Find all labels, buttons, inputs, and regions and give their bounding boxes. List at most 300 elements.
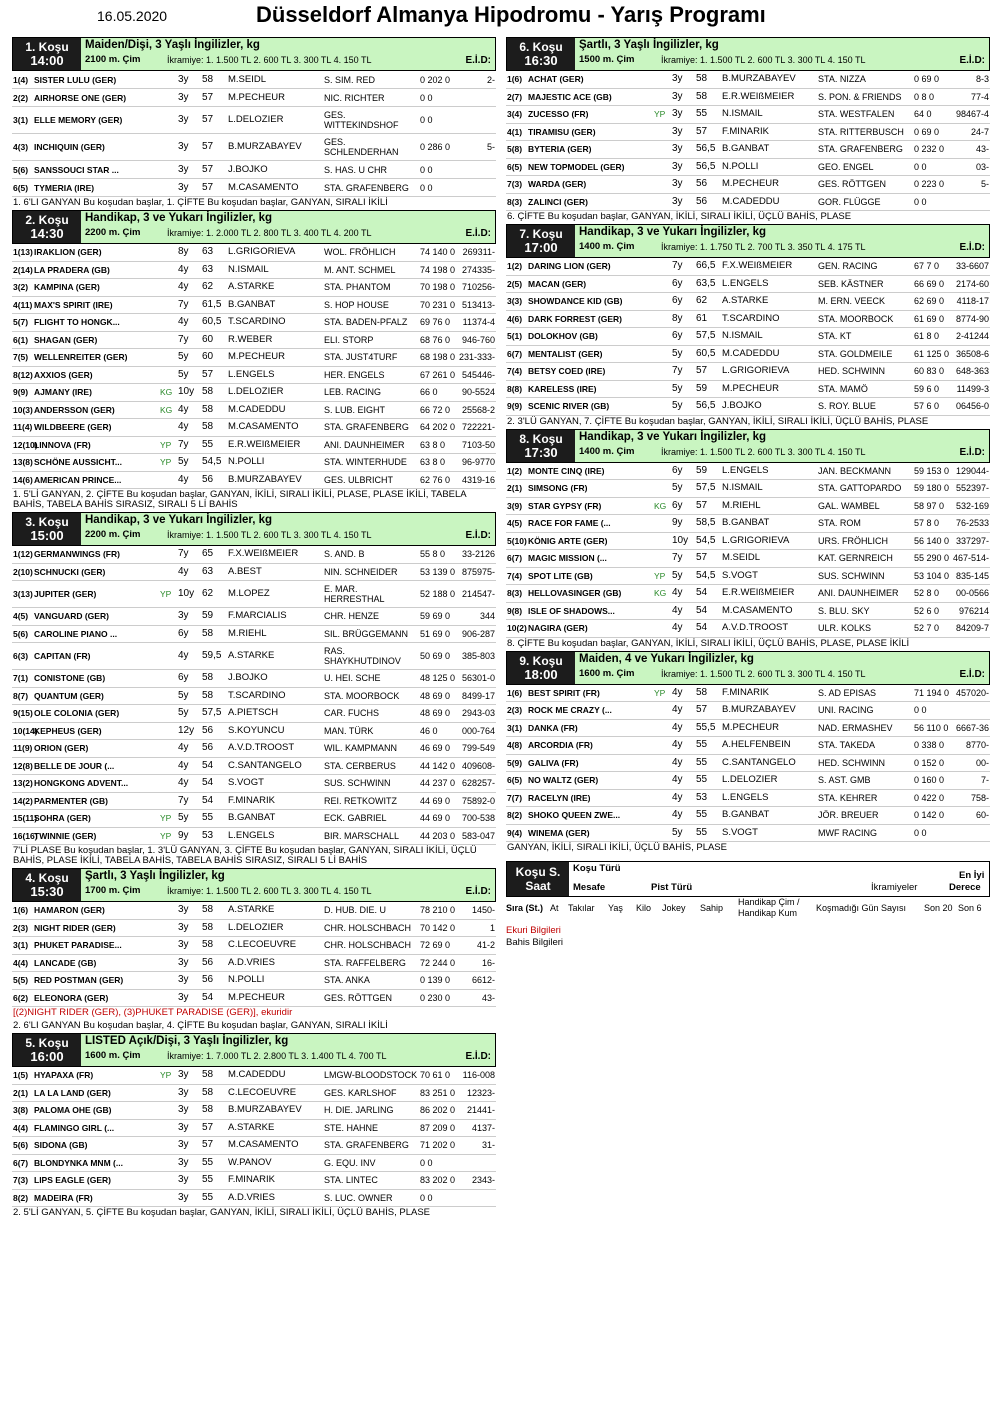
horse-name: MENTALIST (GER) bbox=[528, 348, 603, 359]
horse-weight: 56 bbox=[202, 956, 214, 968]
last-form: 41-2 bbox=[476, 940, 495, 951]
legend-son6: Son 6 bbox=[958, 903, 982, 913]
horse-age: 3y bbox=[178, 1121, 189, 1133]
horse-weight: 60 bbox=[202, 351, 214, 363]
horse-weight: 58 bbox=[696, 73, 708, 85]
horse-age: 4y bbox=[672, 739, 683, 751]
handicap-points: 63 8 0 bbox=[420, 439, 446, 450]
horse-name: MADEIRA (FR) bbox=[34, 1192, 93, 1203]
owner-name: GES. KARLSHOF bbox=[324, 1087, 397, 1098]
horse-age: 5y bbox=[672, 569, 683, 581]
horse-number: 11(9) bbox=[13, 743, 33, 754]
handicap-points: 70 61 0 bbox=[420, 1070, 451, 1081]
horse-name: BEST SPIRIT (FR) bbox=[528, 687, 600, 698]
last-form: 00-0566 bbox=[955, 588, 989, 599]
horse-weight: 57 bbox=[696, 125, 708, 137]
horse-weight: 56 bbox=[696, 178, 708, 190]
horse-number: 7(3) bbox=[13, 1175, 29, 1186]
horse-weight: 58 bbox=[202, 1104, 214, 1116]
horse-number: 6(1) bbox=[13, 334, 29, 345]
horse-name: AJMANY (IRE) bbox=[34, 387, 92, 398]
table-row bbox=[506, 533, 990, 551]
jockey-name: N.ISMAIL bbox=[722, 108, 763, 120]
handicap-points: 70 142 0 bbox=[420, 922, 456, 933]
last-form: 758- bbox=[970, 792, 989, 803]
owner-name: STA. JUST4TURF bbox=[324, 352, 398, 363]
horse-weight: 56 bbox=[202, 974, 214, 986]
table-row bbox=[506, 276, 990, 294]
horse-number: 4(3) bbox=[13, 142, 29, 152]
handicap-points: 48 69 0 bbox=[420, 690, 451, 701]
table-row bbox=[12, 244, 496, 262]
horse-age: 4y bbox=[672, 774, 683, 786]
handicap-points: 70 198 0 bbox=[420, 282, 456, 293]
last-form: 77-4 bbox=[970, 91, 989, 102]
horse-name: DARK FORREST (GER) bbox=[528, 313, 622, 324]
race-info bbox=[575, 225, 989, 257]
horse-number: 4(4) bbox=[13, 957, 29, 968]
horse-weight: 54 bbox=[202, 759, 214, 771]
last-form: 8774-90 bbox=[955, 313, 989, 324]
horse-age: 6y bbox=[178, 672, 189, 684]
owner-name: NIN. SCHNEIDER bbox=[324, 566, 398, 577]
bet-note: 2. 6'LI GANYAN Bu koşudan başlar, 4. ÇİFTE Bu koşudan başlar, GANYAN, SIRALI İKİLİ bbox=[13, 1020, 388, 1031]
horse-name: SANSSOUCI STAR ... bbox=[34, 164, 119, 175]
horse-equipment: YP bbox=[160, 457, 172, 468]
handicap-points: 44 237 0 bbox=[420, 778, 456, 789]
owner-name: STA. GRAFENBERG bbox=[324, 1140, 409, 1151]
last-form: 7- bbox=[980, 775, 989, 786]
race-prize: İkramiye: 1. 1.500 TL 2. 600 TL 3. 300 TL 4. 150 TL bbox=[167, 55, 372, 65]
horse-weight: 55 bbox=[696, 108, 708, 120]
race-distance: 1400 m. Çim bbox=[579, 241, 635, 252]
handicap-points: 68 76 0 bbox=[420, 334, 451, 345]
horse-name: ZUCESSO (FR) bbox=[528, 109, 589, 120]
table-row bbox=[12, 902, 496, 920]
horse-weight: 55,5 bbox=[696, 721, 716, 733]
race-eid: E.İ.D: bbox=[465, 1051, 491, 1062]
handicap-points: 74 198 0 bbox=[420, 264, 456, 275]
horse-equipment: YP bbox=[160, 589, 172, 599]
jockey-name: M.PECHEUR bbox=[722, 178, 780, 190]
horse-name: RACE FOR FAME (... bbox=[528, 518, 611, 529]
jockey-name: M.CADEDDU bbox=[722, 347, 780, 359]
horse-age: 3y bbox=[178, 1174, 189, 1186]
race-number: 5. Koşu bbox=[25, 1036, 69, 1050]
handicap-points: 69 76 0 bbox=[420, 317, 451, 328]
race-eid: E.İ.D: bbox=[959, 55, 985, 66]
legend-top bbox=[506, 861, 990, 897]
race-block bbox=[12, 1033, 496, 1220]
horse-number: 1(2) bbox=[507, 465, 523, 476]
table-row bbox=[12, 955, 496, 973]
horse-number: 8(8) bbox=[507, 383, 523, 394]
handicap-points: 51 69 0 bbox=[420, 628, 451, 639]
handicap-points: 0 0 bbox=[914, 705, 927, 716]
handicap-points: 71 202 0 bbox=[420, 1140, 456, 1151]
horse-age: 5y bbox=[178, 812, 189, 824]
horse-age: 4y bbox=[178, 777, 189, 789]
horse-name: ANDERSSON (GER) bbox=[34, 404, 115, 415]
race-number-box bbox=[507, 430, 575, 462]
jockey-name: L.DELOZIER bbox=[722, 774, 778, 786]
horse-weight: 54,5 bbox=[696, 569, 716, 581]
last-form: 60- bbox=[975, 810, 989, 821]
horse-weight: 55 bbox=[696, 826, 708, 838]
table-row bbox=[506, 807, 990, 825]
horse-age: 5y bbox=[672, 400, 683, 412]
horse-name: OLE COLONIA (GER) bbox=[34, 708, 120, 719]
table-row bbox=[506, 398, 990, 416]
jockey-name: M.PECHEUR bbox=[228, 991, 286, 1003]
last-form: 16- bbox=[481, 957, 495, 968]
jockey-name: E.R.WEIßMEIER bbox=[722, 90, 795, 102]
owner-name: STA. NIZZA bbox=[818, 74, 866, 85]
horse-name: SPOT LITE (GB) bbox=[528, 570, 593, 581]
last-form: 231-333- bbox=[458, 352, 495, 363]
horse-number: 4(8) bbox=[507, 740, 523, 751]
owner-name: HED. SCHWINN bbox=[818, 366, 885, 377]
horse-name: NIGHT RIDER (GER) bbox=[34, 922, 116, 933]
last-form: 56301-0 bbox=[461, 673, 495, 684]
owner-name: CHR. HOLSCHBACH bbox=[324, 922, 412, 933]
horse-number: 3(13) bbox=[13, 589, 33, 599]
horse-equipment: YP bbox=[160, 813, 172, 824]
handicap-points: 44 69 0 bbox=[420, 813, 451, 824]
last-form: 21441- bbox=[466, 1105, 495, 1116]
table-row bbox=[506, 772, 990, 790]
jockey-name: B.GANBAT bbox=[722, 143, 770, 155]
horse-name: MAJESTIC ACE (GB) bbox=[528, 91, 612, 102]
horse-name: SCHÖNE AUSSICHT... bbox=[34, 457, 123, 468]
table-row bbox=[506, 685, 990, 703]
legend-jokey: Jokey bbox=[662, 903, 686, 913]
horse-weight: 63,5 bbox=[696, 277, 716, 289]
last-form: 43- bbox=[975, 144, 989, 155]
jockey-name: L.ENGELS bbox=[722, 277, 769, 289]
legend-kosmadigi: Koşmadığı Gün Sayısı bbox=[816, 903, 907, 913]
table-row bbox=[506, 720, 990, 738]
owner-name: STA. RAFFELBERG bbox=[324, 957, 406, 968]
handicap-points: 58 97 0 bbox=[914, 500, 945, 511]
jockey-name: L.ENGELS bbox=[228, 829, 275, 841]
handicap-points: 53 104 0 bbox=[914, 570, 950, 581]
horse-weight: 57 bbox=[696, 704, 708, 716]
table-row bbox=[506, 825, 990, 843]
handicap-points: 48 125 0 bbox=[420, 673, 456, 684]
jockey-name: B.GANBAT bbox=[722, 517, 770, 529]
jockey-name: B.MURZABAYEV bbox=[228, 1104, 302, 1116]
jockey-name: E.R.WEIßMEIER bbox=[722, 587, 795, 599]
horse-number: 3(8) bbox=[13, 1105, 29, 1116]
handicap-points: 61 69 0 bbox=[914, 313, 945, 324]
owner-name: E. MAR. HERRESTHAL bbox=[324, 584, 385, 604]
jockey-name: T.SCARDINO bbox=[228, 316, 286, 328]
race-number: 1. Koşu bbox=[25, 40, 69, 54]
last-form: 385-803 bbox=[461, 651, 495, 661]
handicap-points: 0 160 0 bbox=[914, 775, 945, 786]
race-info bbox=[575, 652, 989, 684]
handicap-points: 66 72 0 bbox=[420, 404, 451, 415]
table-row bbox=[12, 581, 496, 608]
horse-equipment: YP bbox=[160, 439, 172, 450]
last-form: 7103-50 bbox=[461, 439, 495, 450]
legend-type: Koşu Türü bbox=[573, 863, 621, 874]
horse-age: 4y bbox=[672, 721, 683, 733]
horse-age: 3y bbox=[672, 143, 683, 155]
legend-best: En İyi bbox=[959, 870, 985, 881]
last-form: 24-7 bbox=[970, 126, 989, 137]
handicap-points: 0 338 0 bbox=[914, 740, 945, 751]
horse-weight: 58 bbox=[202, 421, 214, 433]
table-row bbox=[12, 740, 496, 758]
race-eid: E.İ.D: bbox=[959, 242, 985, 253]
table-row bbox=[12, 670, 496, 688]
horse-weight: 63 bbox=[202, 565, 214, 577]
horse-weight: 58 bbox=[202, 73, 214, 85]
race-time: 17:30 bbox=[524, 444, 558, 460]
bet-note: 7'Lİ PLASE Bu koşudan başlar, 1. 3'LÜ GANYAN, 3. ÇİFTE Bu koşudan başlar, GANYAN, SIRALI İKİLİ, ÜÇLÜ BAHİS, PLASE İKİLİ, TABELA BAHİS, TABELA BAHİS SIRASIZ, SIRALI 5 Lİ BAHİS bbox=[13, 845, 477, 866]
bet-note: 2. 3'LÜ GANYAN, 7. ÇİFTE Bu koşudan başlar, GANYAN, İKİLİ, SIRALI İKİLİ, ÜÇLÜ BAHİS, PLASE bbox=[507, 415, 929, 427]
race-time: 15:30 bbox=[30, 884, 64, 899]
jockey-name: M.RIEHL bbox=[722, 499, 761, 511]
jockey-name: A.STARKE bbox=[228, 650, 275, 661]
horse-number: 2(10) bbox=[13, 566, 33, 577]
table-row bbox=[506, 585, 990, 603]
owner-name: M. ERN. VEECK bbox=[818, 296, 886, 307]
owner-name: STA. GRAFENBERG bbox=[818, 144, 903, 155]
horse-name: SIDONA (GB) bbox=[34, 1140, 88, 1151]
jockey-name: W.PANOV bbox=[228, 1156, 272, 1168]
last-form: 906-287 bbox=[461, 628, 495, 639]
race-name: Handikap, 3 ve Yukarı İngilizler, kg bbox=[85, 514, 273, 526]
owner-name: STA. BADEN-PFALZ bbox=[324, 317, 408, 328]
race-prize: İkramiye: 1. 1.500 TL 2. 600 TL 3. 300 TL 4. 150 TL bbox=[167, 886, 372, 896]
jockey-name: M.PECHEUR bbox=[722, 721, 780, 733]
handicap-points: 0 0 bbox=[420, 182, 433, 193]
table-row bbox=[12, 546, 496, 564]
bet-note: 2. 5'Lİ GANYAN, 5. ÇİFTE Bu koşudan başlar, GANYAN, İKİLİ, SIRALI İKİLİ, ÜÇLÜ BAHİS, PLASE bbox=[13, 1207, 430, 1218]
horse-weight: 62 bbox=[696, 295, 708, 307]
horse-number: 9(15) bbox=[13, 708, 33, 719]
horse-name: KÖNIG ARTE (GER) bbox=[528, 535, 608, 546]
horse-age: 4y bbox=[178, 316, 189, 328]
race-block bbox=[506, 651, 990, 856]
owner-name: GES. WITTEKINDSHOF bbox=[324, 110, 399, 130]
owner-name: STA. KT bbox=[818, 331, 852, 342]
horse-age: 12y bbox=[178, 724, 195, 736]
horse-weight: 57 bbox=[202, 141, 214, 152]
horse-number: 5(8) bbox=[507, 144, 523, 155]
jockey-name: M.CADEDDU bbox=[722, 195, 780, 207]
handicap-points: 44 142 0 bbox=[420, 760, 456, 771]
table-row bbox=[506, 363, 990, 381]
jockey-name: S.VOGT bbox=[722, 826, 758, 838]
last-form: 2943-03 bbox=[461, 708, 495, 719]
last-form: 96-9770 bbox=[461, 457, 495, 468]
handicap-points: 60 83 0 bbox=[914, 366, 945, 377]
horse-number: 6(7) bbox=[507, 553, 523, 564]
last-form: 00- bbox=[975, 757, 989, 768]
race-prize: İkramiye: 1. 1.500 TL 2. 600 TL 3. 300 TL 4. 150 TL bbox=[661, 446, 866, 457]
horse-age: 9y bbox=[672, 517, 683, 529]
owner-name: STA. WINTERHUDE bbox=[324, 457, 407, 468]
race-number-box bbox=[13, 211, 81, 243]
horse-weight: 55 bbox=[202, 1156, 214, 1168]
last-form: 33-2126 bbox=[461, 549, 495, 560]
horse-number: 11(4) bbox=[13, 422, 33, 433]
last-form: 5- bbox=[486, 142, 495, 152]
horse-weight: 54 bbox=[696, 604, 708, 616]
owner-name: URS. FRÖHLICH bbox=[818, 535, 889, 546]
owner-name: G. EQU. INV bbox=[324, 1157, 376, 1168]
owner-name: GEN. RACING bbox=[818, 261, 878, 272]
last-form: 583-047 bbox=[461, 830, 495, 841]
horse-weight: 55 bbox=[202, 812, 214, 824]
horse-name: VANGUARD (GER) bbox=[34, 611, 109, 622]
table-row bbox=[506, 755, 990, 773]
last-form: 4118-17 bbox=[956, 296, 989, 307]
jockey-name: F.MINARIK bbox=[228, 1174, 275, 1186]
horse-weight: 55 bbox=[202, 438, 214, 450]
horse-number: 5(7) bbox=[13, 317, 29, 328]
horse-age: 3y bbox=[672, 178, 683, 190]
race-block bbox=[506, 37, 990, 224]
jockey-name: A.D.VRIES bbox=[228, 1191, 275, 1203]
jockey-name: F.MINARIK bbox=[722, 686, 769, 698]
horse-age: 7y bbox=[178, 298, 189, 310]
horse-weight: 56,5 bbox=[696, 400, 716, 412]
jockey-name: M.PECHEUR bbox=[228, 351, 286, 363]
horse-name: ACHAT (GER) bbox=[528, 74, 584, 85]
owner-name: STA. GRAFENBERG bbox=[324, 182, 409, 193]
table-row bbox=[506, 141, 990, 159]
horse-number: 3(4) bbox=[507, 109, 523, 120]
jockey-name: M.SEIDL bbox=[722, 552, 761, 564]
horse-equipment: KG bbox=[160, 404, 173, 415]
jockey-name: N.ISMAIL bbox=[722, 330, 763, 342]
horse-age: 7y bbox=[672, 552, 683, 564]
right-column bbox=[506, 37, 990, 949]
last-form: 467-514- bbox=[952, 553, 989, 564]
table-row bbox=[12, 1155, 496, 1173]
bet-note: 1. 6'LI GANYAN Bu koşudan başlar, 1. ÇİFTE Bu koşudan başlar, GANYAN, SIRALI İKİLİ bbox=[13, 197, 388, 208]
horse-number: 1(5) bbox=[13, 1070, 29, 1081]
table-row bbox=[12, 937, 496, 955]
table-row bbox=[506, 603, 990, 621]
handicap-points: 72 244 0 bbox=[420, 957, 456, 968]
last-form: 545446- bbox=[461, 369, 495, 380]
horse-equipment: KG bbox=[654, 500, 667, 511]
race-eid: E.İ.D: bbox=[465, 886, 491, 897]
last-form: 25568-2 bbox=[461, 404, 495, 415]
last-form: 8499-17 bbox=[461, 690, 495, 701]
horse-weight: 57 bbox=[696, 552, 708, 564]
owner-name: S. LUC. OWNER bbox=[324, 1192, 393, 1203]
handicap-points: 61 125 0 bbox=[914, 348, 950, 359]
legend-extra bbox=[506, 925, 990, 949]
horse-equipment: KG bbox=[654, 588, 667, 599]
horse-name: STAR GYPSY (FR) bbox=[528, 500, 602, 511]
horse-weight: 58 bbox=[202, 386, 214, 398]
horse-number: 3(3) bbox=[507, 296, 523, 307]
horse-number: 15(11) bbox=[13, 813, 38, 824]
handicap-points: 52 7 0 bbox=[914, 623, 940, 634]
table-row bbox=[506, 176, 990, 194]
owner-name: LEB. RACING bbox=[324, 387, 382, 398]
owner-name: STA. ROM bbox=[818, 518, 861, 529]
horse-number: 5(6) bbox=[13, 1140, 29, 1151]
horse-name: PALOMA OHE (GB) bbox=[34, 1105, 112, 1116]
jockey-name: F.X.WEIßMEIER bbox=[228, 548, 299, 560]
horse-weight: 59 bbox=[696, 382, 708, 394]
last-form: 31- bbox=[481, 1140, 495, 1151]
jockey-name: A.STARKE bbox=[228, 281, 275, 293]
jockey-name: N.POLLI bbox=[228, 974, 265, 986]
table-row bbox=[506, 124, 990, 142]
handicap-points: 0 142 0 bbox=[914, 810, 945, 821]
horse-age: 7y bbox=[178, 794, 189, 806]
horse-number: 6(7) bbox=[13, 1157, 29, 1168]
horse-number: 2(5) bbox=[507, 278, 523, 289]
table-row bbox=[12, 161, 496, 179]
horse-age: 5y bbox=[178, 351, 189, 363]
legend-distance: Mesafe bbox=[573, 882, 606, 893]
horse-name: LIPS EAGLE (GER) bbox=[34, 1175, 111, 1186]
owner-name: S. LUB. EIGHT bbox=[324, 404, 386, 415]
jockey-name: L.DELOZIER bbox=[228, 386, 284, 398]
last-form: 1450- bbox=[471, 905, 495, 916]
handicap-points: 64 0 bbox=[914, 109, 932, 120]
horse-name: MAX'S SPIRIT (IRE) bbox=[34, 299, 113, 310]
horse-name: MAGIC MISSION (... bbox=[528, 553, 607, 564]
horse-name: AXXIOS (GER) bbox=[34, 369, 93, 380]
race-eid: E.İ.D: bbox=[465, 530, 491, 541]
horse-name: BLONDYNKA MNM (... bbox=[34, 1157, 123, 1168]
table-row bbox=[506, 293, 990, 311]
horse-name: FLAMINGO GIRL (... bbox=[34, 1122, 115, 1133]
jockey-name: M.CASAMENTO bbox=[722, 604, 793, 616]
last-form: 03- bbox=[975, 161, 989, 172]
last-form: 75892-0 bbox=[461, 795, 495, 806]
horse-weight: 58 bbox=[202, 403, 214, 415]
horse-weight: 55 bbox=[696, 809, 708, 821]
handicap-points: 0 0 bbox=[420, 115, 433, 125]
legend-sahip: Sahip bbox=[700, 903, 724, 913]
horse-name: WARDA (GER) bbox=[528, 179, 587, 190]
owner-name: S. PON. & FRIENDS bbox=[818, 91, 902, 102]
horse-number: 10(2) bbox=[507, 623, 527, 634]
table-row bbox=[12, 384, 496, 402]
horse-number: 4(5) bbox=[507, 518, 523, 529]
race-block bbox=[506, 224, 990, 429]
race-distance: 2200 m. Çim bbox=[85, 227, 141, 238]
horse-number: 5(6) bbox=[13, 628, 29, 639]
horse-age: 3y bbox=[178, 1191, 189, 1203]
horse-weight: 66,5 bbox=[696, 260, 716, 272]
table-row bbox=[12, 972, 496, 990]
race-info bbox=[81, 513, 495, 545]
table-row bbox=[506, 346, 990, 364]
handicap-points: 78 210 0 bbox=[420, 905, 456, 916]
owner-name: STA. MOORBOCK bbox=[818, 313, 894, 324]
race-info bbox=[81, 869, 495, 901]
table-row bbox=[12, 1085, 496, 1103]
race-info bbox=[81, 1034, 495, 1066]
horse-name: PHUKET PARADISE... bbox=[34, 940, 122, 951]
jockey-name: L.GRIGORIEVA bbox=[228, 246, 296, 258]
owner-name: GES. RÖTTGEN bbox=[324, 992, 393, 1003]
